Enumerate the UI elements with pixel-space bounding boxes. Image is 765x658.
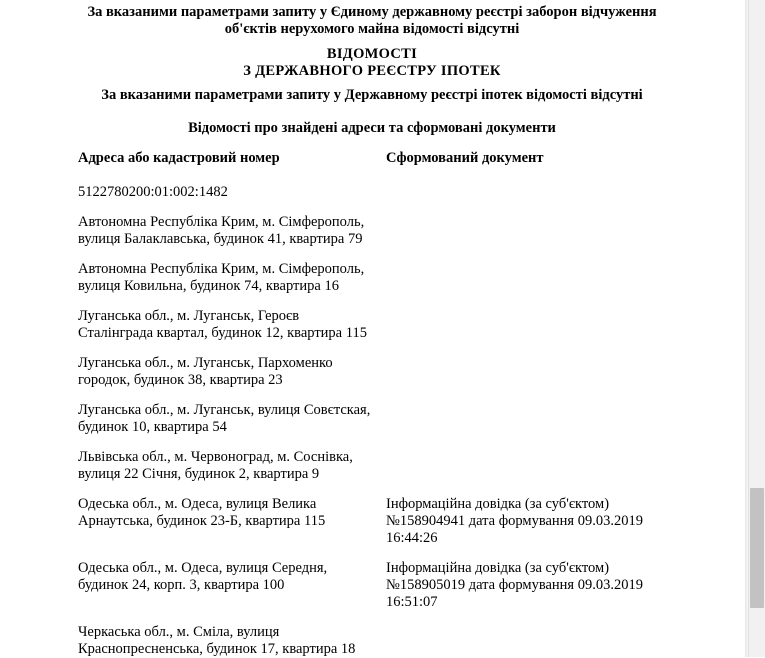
cell-address-line: Львівська обл., м. Червоноград, м. Соснівка, xyxy=(78,449,353,465)
cell-address xyxy=(78,402,378,436)
cell-address-line: вулиця 22 Січня, будинок 2, квартира 9 xyxy=(78,466,320,482)
cell-address xyxy=(78,496,378,530)
table-row xyxy=(78,402,698,436)
cell-document-line: 16:51:07 xyxy=(386,594,438,610)
section-title: Відомості про знайдені адреси та сформовані документи xyxy=(188,120,556,136)
cell-document xyxy=(386,496,696,547)
cell-address-line: вулиця Ковильна, будинок 74, квартира 16 xyxy=(78,278,339,294)
document-title-line-2: З ДЕРЖАВНОГО РЕЄСТРУ ІПОТЕК xyxy=(243,63,501,79)
cell-address-line: Луганська обл., м. Луганськ, Героєв xyxy=(78,308,300,324)
cell-document-line: Інформаційна довідка (за суб'єктом) xyxy=(386,560,610,576)
cell-document xyxy=(386,560,696,611)
cell-address-line: Сталінграда квартал, будинок 12, квартира 115 xyxy=(78,325,367,341)
cell-address-line: Арнаутська, будинок 23-Б, квартира 115 xyxy=(78,513,326,529)
cell-address xyxy=(78,449,378,483)
addresses-table xyxy=(78,150,698,658)
cell-address xyxy=(78,560,378,594)
cell-address-line: городок, будинок 38, квартира 23 xyxy=(78,372,283,388)
cell-address-line: вулиця Балаклавська, будинок 41, квартира 79 xyxy=(78,231,363,247)
cell-address-line: Одеська обл., м. Одеса, вулиця Середня, xyxy=(78,560,328,576)
cell-address-line: Одеська обл., м. Одеса, вулиця Велика xyxy=(78,496,317,512)
cell-address-line: Автономна Республіка Крим, м. Сімферополь, xyxy=(78,261,365,277)
table-row xyxy=(78,308,698,342)
table-row xyxy=(78,560,698,611)
cell-address xyxy=(78,308,378,342)
table-row xyxy=(78,624,698,658)
table-row xyxy=(78,184,698,201)
cell-address xyxy=(78,624,378,658)
cell-document-line: №158904941 дата формування 09.03.2019 xyxy=(386,513,643,529)
document-title-line-1: ВІДОМОСТІ xyxy=(326,46,418,62)
cell-address-line: Черкаська обл., м. Сміла, вулиця xyxy=(78,624,280,640)
registry-note: За вказаними параметрами запиту у Державному реєстрі іпотек відомості відсутні xyxy=(101,87,643,103)
cell-address-line: будинок 24, корп. 3, квартира 100 xyxy=(78,577,285,593)
intro-note: За вказаними параметрами запиту у Єдиному державному реєстрі заборон відчуження об'єктів нерухомого майна відомості відсутні xyxy=(87,4,657,37)
cell-address xyxy=(78,184,378,201)
table-row xyxy=(78,449,698,483)
cell-address-line: Луганська обл., м. Луганськ, Пархоменко xyxy=(78,355,333,371)
table-row xyxy=(78,355,698,389)
cell-address xyxy=(78,355,378,389)
cell-address-line: Автономна Республіка Крим, м. Сімферополь, xyxy=(78,214,365,230)
cell-address-line: 5122780200:01:002:1482 xyxy=(78,184,228,200)
table-row xyxy=(78,261,698,295)
scrollbar-thumb[interactable] xyxy=(750,488,764,608)
cell-document-line: №158905019 дата формування 09.03.2019 xyxy=(386,577,643,593)
column-header-address: Адреса або кадастровий номер xyxy=(78,150,280,166)
table-row xyxy=(78,496,698,547)
document-title xyxy=(72,46,672,80)
cell-document-line: 16:44:26 xyxy=(386,530,438,546)
table-row xyxy=(78,214,698,248)
cell-address-line: Краснопресненська, будинок 17, квартира 18 xyxy=(78,641,356,657)
table-header-row xyxy=(78,150,698,178)
scrollbar-track[interactable] xyxy=(748,0,765,657)
cell-address xyxy=(78,261,378,295)
cell-address-line: Луганська обл., м. Луганськ, вулиця Совєтская, xyxy=(78,402,371,418)
cell-address-line: будинок 10, квартира 54 xyxy=(78,419,227,435)
cell-address xyxy=(78,214,378,248)
cell-document-line: Інформаційна довідка (за суб'єктом) xyxy=(386,496,610,512)
table-body xyxy=(78,184,698,658)
column-header-document: Сформований документ xyxy=(386,150,544,166)
